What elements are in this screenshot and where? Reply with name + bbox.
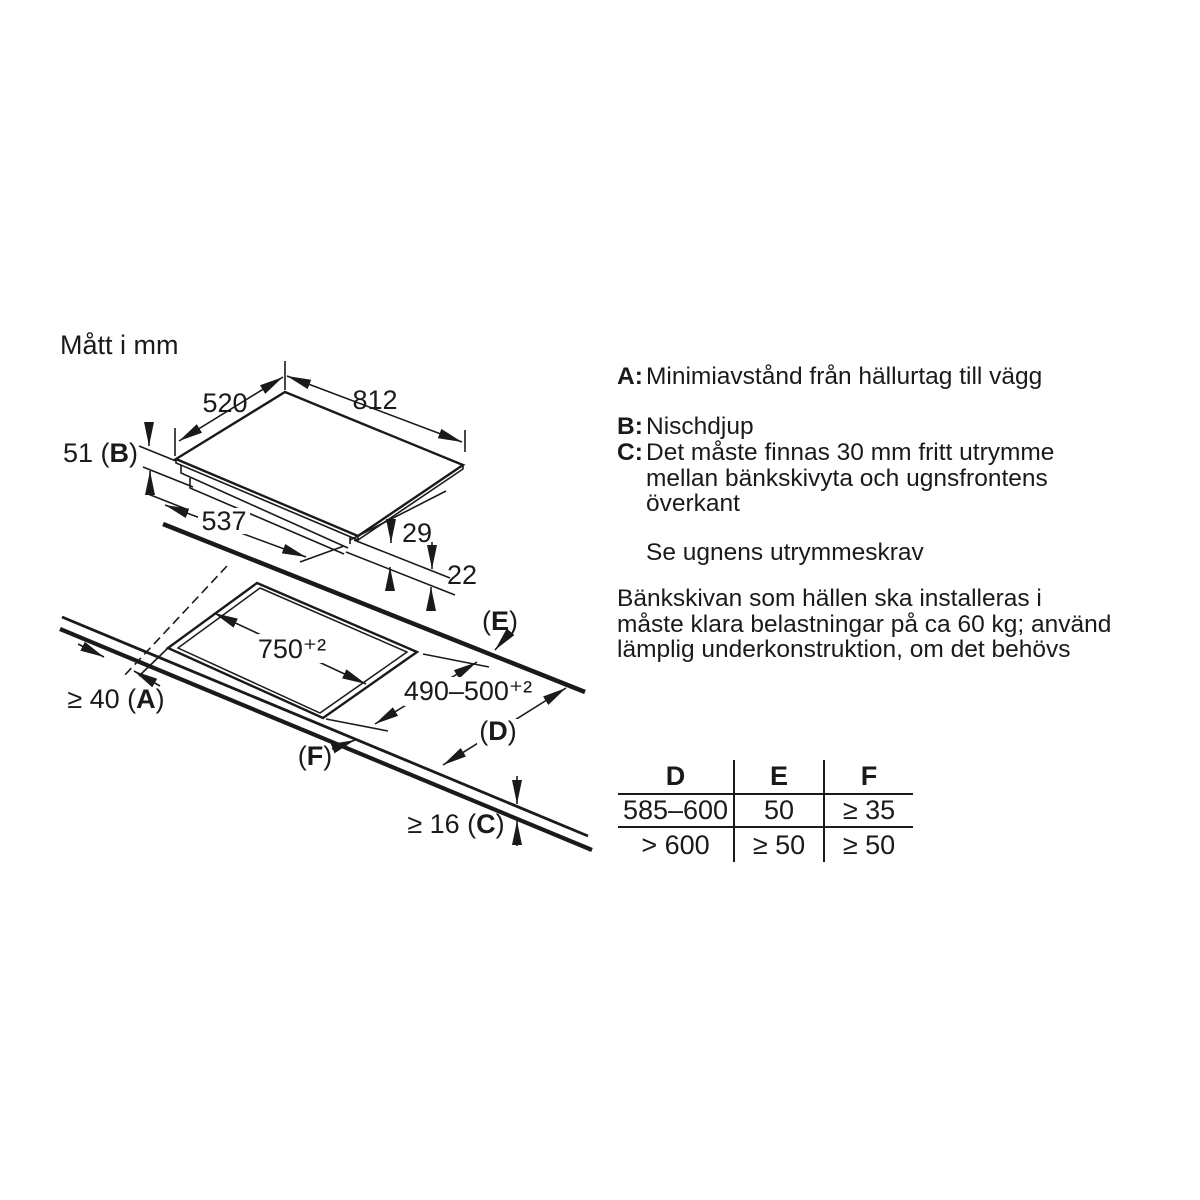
legend-text-b: Nischdjup xyxy=(646,413,754,440)
table-cell: 50 xyxy=(733,795,823,828)
dim-537-label: 537 xyxy=(201,506,247,536)
dim-490-500-label: 490–500⁺² xyxy=(403,676,533,706)
legend-item-a xyxy=(617,364,1042,390)
dim-22-label: 22 xyxy=(446,560,478,590)
table-header-e: E xyxy=(733,760,823,795)
ref-d-label: (D) xyxy=(479,716,517,746)
ref-f-label: (F) xyxy=(297,741,333,771)
dim-750-label: 750⁺² xyxy=(257,634,327,664)
dim-22 xyxy=(431,542,432,609)
table-cell: 585–600 xyxy=(618,795,733,828)
dim-812-label: 812 xyxy=(352,385,398,415)
legend-text-c: Det måste finnas 30 mm fritt utrymme mellan bänkskivyta och ugnsfrontens överkant xyxy=(646,439,1055,517)
table-cell: ≥ 35 xyxy=(823,795,913,828)
legend-text-a: Minimiavstånd från hällurtag till vägg xyxy=(646,363,1043,390)
dim-a-wall-distance xyxy=(78,644,168,686)
dim-29-label: 29 xyxy=(401,518,433,548)
table-header-d: D xyxy=(618,760,733,795)
ref-e-arrow xyxy=(495,636,507,650)
load-note-paragraph: Bänkskivan som hällen ska installeras i måste klara belastningar på ca 60 kg; använd lämplig underkonstruktion, om det behövs xyxy=(617,585,1112,663)
legend-item-b xyxy=(617,414,754,440)
legend-key-b: B: xyxy=(617,413,643,440)
ref-a-label: ≥ 40 (A) xyxy=(67,684,165,714)
dim-520-label: 520 xyxy=(202,388,248,418)
legend-item-c xyxy=(617,440,1054,517)
legend-key-a: A: xyxy=(617,363,643,390)
ref-c-label: ≥ 16 (C) xyxy=(407,809,505,839)
legend-note: Se ugnens utrymmeskrav xyxy=(646,539,924,566)
table-cell: > 600 xyxy=(641,829,710,860)
drawing-title: Mått i mm xyxy=(60,330,179,360)
dim-51-b-label: 51 (B) xyxy=(62,438,138,468)
table-cell: ≥ 50 xyxy=(823,828,913,862)
def-spec-table xyxy=(618,760,913,862)
ref-e-label: (E) xyxy=(481,606,519,636)
legend-key-c: C: xyxy=(617,439,643,466)
table-header-f: F xyxy=(823,760,913,795)
table-cell: ≥ 50 xyxy=(733,828,823,862)
